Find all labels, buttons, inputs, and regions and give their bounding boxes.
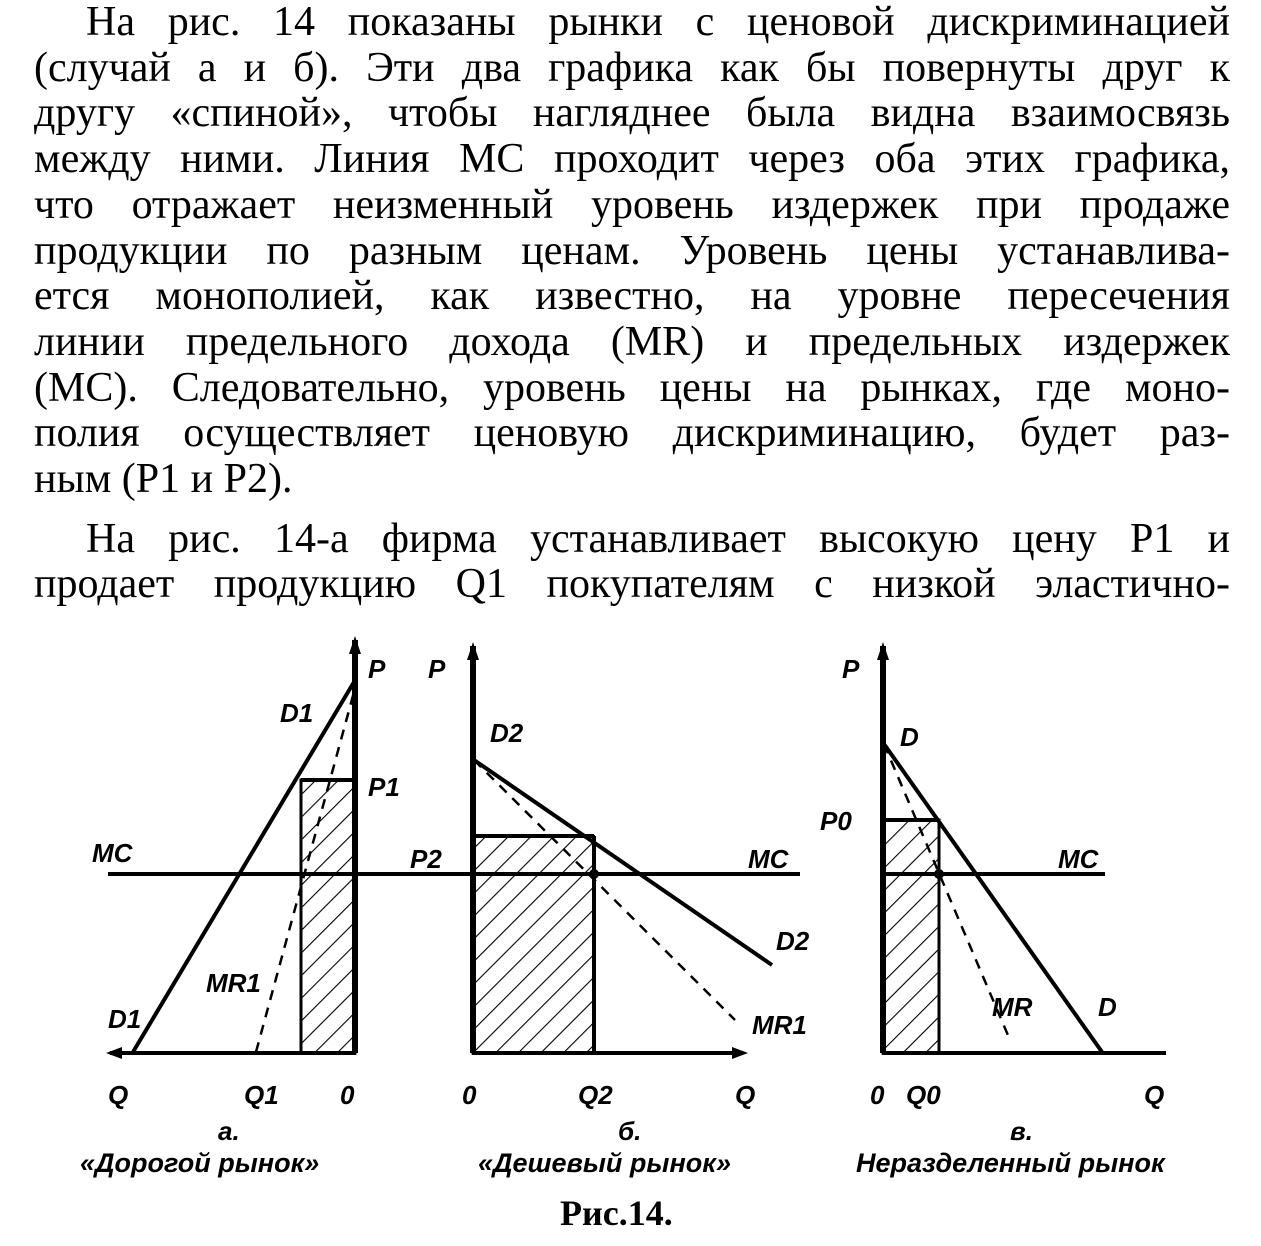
label-mr1: MR1 <box>752 1010 807 1040</box>
panel-c <box>820 642 1166 1110</box>
text-line: полия осуществляет ценовую дискриминацию, будет раз- <box>34 410 1230 457</box>
text-line: продает продукцию Q1 покупателям с низкой эластично- <box>34 561 1230 608</box>
hatched-area-b <box>473 874 594 1053</box>
text-line: (случай а и б). Эти два графика как бы повернуты друг к <box>34 44 1230 91</box>
text-line: На рис. 14 показаны рынки с ценовой дискриминацией <box>86 0 1230 45</box>
label-mr1: MR1 <box>206 968 261 998</box>
label-mc: MC <box>92 838 133 868</box>
body-text <box>34 0 1230 608</box>
panel-c-title: Неразделенный рынок <box>856 1148 1165 1178</box>
label-d2-top: D2 <box>490 718 524 748</box>
figure-14 <box>0 620 1261 1200</box>
text-line: что отражает неизменный уровень издержек при продаже <box>34 181 1230 228</box>
hatched-area-c <box>883 820 939 1053</box>
label-q0: Q0 <box>906 1080 941 1110</box>
label-origin-a: 0 <box>340 1080 355 1110</box>
text-line: между ними. Линия MC проходит через оба этих графика, <box>34 136 1230 183</box>
hatched-area-a <box>301 780 355 1053</box>
paragraph-1 <box>34 0 1230 503</box>
label-p-axis: P <box>842 654 860 684</box>
label-d1-bottom: D1 <box>108 1004 142 1034</box>
text-line: другу «спиной», чтобы нагляднее была видна взаимосвязь <box>34 90 1230 137</box>
label-q-axis: Q <box>735 1080 756 1110</box>
paragraph-2 <box>34 517 1230 608</box>
text-line: (MC). Следовательно, уровень цены на рынках, где моно- <box>34 364 1230 411</box>
label-p-axis: P <box>368 654 386 684</box>
panel-a-letter: а. <box>218 1116 240 1146</box>
label-q2: Q2 <box>578 1080 613 1110</box>
label-mr: MR <box>992 992 1033 1022</box>
label-origin-c: 0 <box>870 1080 885 1110</box>
label-d1-top: D1 <box>280 698 314 728</box>
label-mc: MC <box>1058 844 1099 874</box>
label-d-bottom: D <box>1098 992 1117 1022</box>
label-p-axis: P <box>428 654 446 684</box>
label-origin-b: 0 <box>462 1080 477 1110</box>
text-line: линии предельного дохода (MR) и предельных издержек <box>34 318 1230 365</box>
panel-b-letter: б. <box>618 1116 642 1146</box>
label-mc: MC <box>748 844 789 874</box>
label-p1: P1 <box>368 772 400 802</box>
figure-caption: Рис.14. <box>560 1193 673 1233</box>
text-line: На рис. 14-а фирма устанавливает высокую цену P1 и <box>86 515 1230 562</box>
text-line: ным (P1 и P2). <box>34 456 293 503</box>
label-q-axis: Q <box>1144 1080 1165 1110</box>
label-d2-bottom: D2 <box>776 926 810 956</box>
label-q-origin: Q <box>108 1080 129 1110</box>
label-p2: P2 <box>410 844 442 874</box>
panel-b-title: «Дешевый рынок» <box>478 1148 731 1178</box>
panel-a-title: «Дорогой рынок» <box>80 1148 320 1178</box>
hatched-profit-b <box>473 836 594 874</box>
label-d-top: D <box>900 722 919 752</box>
label-p0: P0 <box>820 806 852 836</box>
text-line: ется монополией, как известно, на уровне пересечения <box>34 273 1230 320</box>
label-q1: Q1 <box>244 1080 279 1110</box>
text-line: продукции по разным ценам. Уровень цены устанавлива- <box>34 227 1230 274</box>
panel-a <box>92 620 400 1110</box>
panel-c-letter: в. <box>1010 1116 1033 1146</box>
